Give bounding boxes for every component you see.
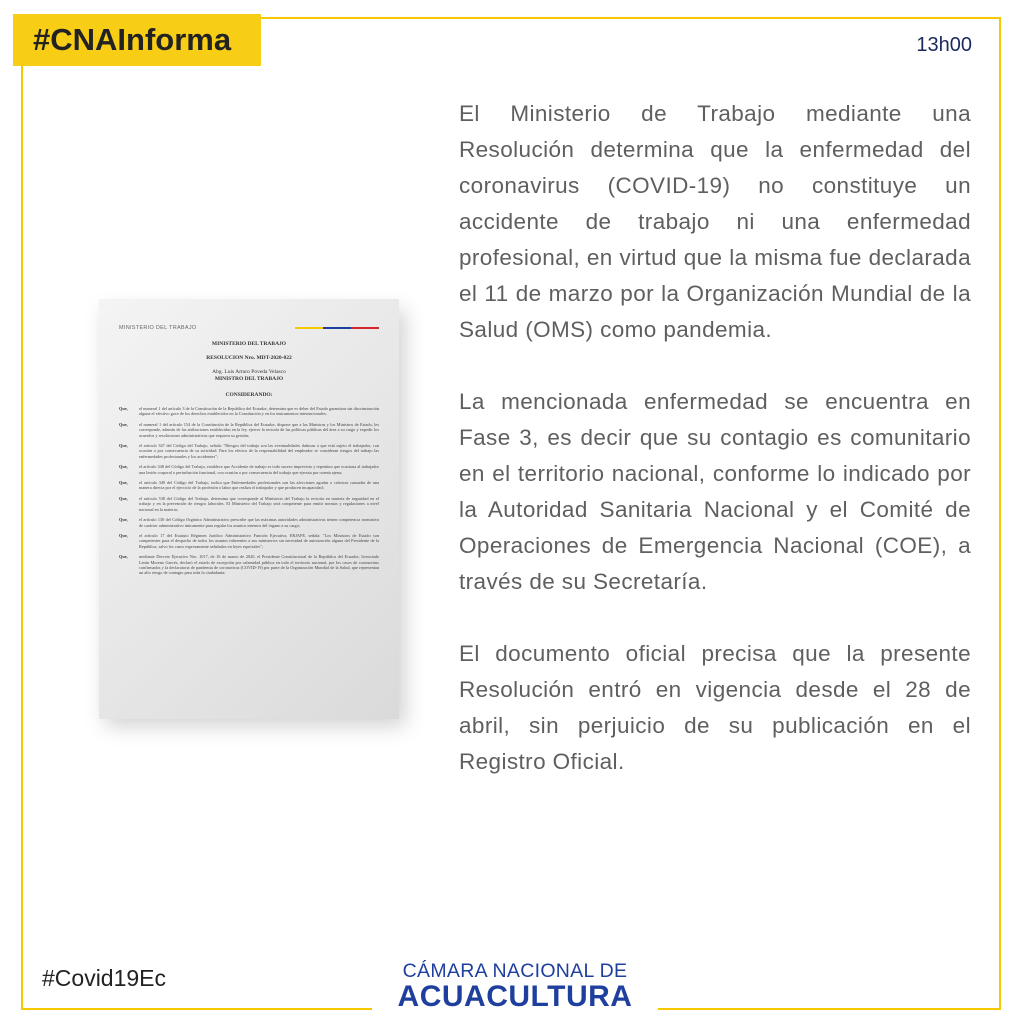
document-resolution-number: RESOLUCION Nro. MDT-2020-022 [206,355,292,361]
document-clause [119,443,379,459]
document-clause-text: el artículo 347 del Código del Trabajo, señala: "Riesgos del trabajo son las eventualidades dañosas a que está sujeto el trabajador, con ocasión o por consecuencia de su actividad. Para los efectos de la responsabilidad del empleador se consideran riesgos del trabajo las enfermedades profesionales y los accidentes"; [139,443,379,459]
resolution-document-image [99,299,399,719]
document-clause [119,406,379,417]
document-clause-text: el artículo 130 del Código Orgánico Administrativo prescribe que las máximas autoridades administrativas tienen competencia normativa de carácter administrativo únicamente para regular los asuntos internos del órgano a su cargo; [139,517,379,528]
hashtag-banner-text: #CNAInforma [33,22,232,57]
article-paragraph: La mencionada enfermedad se encuentra en Fase 3, es decir que su contagio es comunitario en el territorio nacional, conforme lo indicado por la Autoridad Sanitaria Nacional y el Comité de Operaciones de Emergencia Nacional (COE), a través de su Secretaría. [459,389,971,594]
article-paragraph: El documento oficial precisa que la presente Resolución entró en vigencia desde el 28 de abril, sin perjuicio de su publicación en el Registro Oficial. [459,641,971,774]
document-clause-label: Que, [119,532,128,538]
document-clause [119,533,379,549]
time-label: 13h00 [916,34,972,56]
document-clause-label: Que, [119,495,128,501]
document-signer-role: MINISTRO DEL TRABAJO [214,376,284,382]
document-clause-label: Que, [119,443,128,449]
flag-stripe-yellow [295,327,323,329]
document-clause [119,422,379,438]
document-clause-text: el artículo 538 del Código del Trabajo, determina que corresponde al Ministerio del Trabajo la rectoría en materia de seguridad en el trabajo y en la prevención de riesgos laborales. El Ministerio del Trabajo será competente para emitir normas y regulaciones a nivel nacional en la materia; [139,495,379,512]
flag-stripe-red [351,327,379,329]
logo-line-1: CÁMARA NACIONAL DE [402,960,628,982]
document-clause-text: mediante Decreto Ejecutivo Nro. 1017, de 16 de marzo de 2020, el Presidente Constitucional de la República del Ecuador, licenciado Lenín Moreno Garcés, declaró el estado de excepción por calamidad pública en todo el territorio nacional, por los casos de coronavirus confirmados y la declaratoria de pandemia de coronavirus (COVID-19) por parte de la Organización Mundial de la Salud, que representan un alto riesgo de contagio para toda la ciudadanía; [139,554,379,576]
document-title: MINISTERIO DEL TRABAJO [211,341,287,347]
article-body [459,96,971,780]
document-clause [119,554,379,576]
document-flag-stripe [295,327,379,329]
document-ministry-small: MINISTERIO DEL TRABAJO [119,325,197,331]
document-clause-label: Que, [119,421,128,427]
document-signer: Abg. Luis Arturo Poveda Velasco [212,369,286,375]
document-clause [119,517,379,528]
flag-stripe-blue [323,327,351,329]
document-header [119,325,379,331]
document-clause [119,496,379,512]
document-clause-text: el artículo 349 del Código del Trabajo, indica que Enfermedades profesionales son las afecciones agudas o crónicas causadas de una manera directa por el ejercicio de la profesión o labor que realiza el trabajador y que producen incapacidad; [139,480,379,491]
document-clause-label: Que, [119,464,128,470]
document-considerando: CONSIDERANDO: [225,392,273,398]
document-clause-label: Que, [119,554,128,560]
document-clause-text: el numeral 1 del artículo 3 de la Constitución de la República del Ecuador, determina que es deber del Estado garantizar sin discriminación alguna el efectivo goce de los derechos establecidos en la Constitución y en los instrumentos internacionales; [139,406,379,417]
document-clause-text: el numeral 1 del artículo 154 de la Constitución de la República del Ecuador, dispone que a las Ministras y los Ministros de Estado, les corresponde, además de las atribuciones establecidas en la ley, ejercer la rectoría de las políticas públicas del área a su cargo y expedir los acuerdos y resoluciones administrativas que requiera su gestión; [139,421,379,438]
document-clause [119,480,379,491]
document-clause-label: Que, [119,517,128,523]
hashtag-footer: #Covid19Ec [42,965,167,991]
document-clause-text: el artículo 17 del Estatuto Régimen Jurídico Administrativo Función Ejecutiva, ERJAFE, señala: "Los Ministros de Estado son competentes para el despacho de todos los asuntos inherentes a sus ministerios sin necesidad de autorización alguna del Presidente de la República, salvo los casos expresamente señalados en leyes especiales"; [139,532,379,549]
cna-logo [372,960,658,1012]
document-clause-text: el artículo 348 del Código del Trabajo, establece que Accidente de trabajo es todo suceso imprevisto y repentino que ocasiona al trabajador una lesión corporal o perturbación funcional, con ocasión o por consecuencia del trabajo que ejecuta por cuenta ajena; [139,464,379,475]
hashtag-banner [13,14,261,66]
document-clause-label: Que, [119,480,128,486]
article-paragraph: El Ministerio de Trabajo mediante una Resolución determina que la enfermedad del coronavirus (COVID-19) no constituye un accidente de trabajo ni una enfermedad profesional, en virtud que la misma fue declarada el 11 de marzo por la Organización Mundial de la Salud (OMS) como pandemia. [459,101,971,342]
logo-line-2: ACUACULTURA [397,980,633,1013]
document-clause-label: Que, [119,406,128,411]
document-clauses [119,406,379,576]
document-clause [119,464,379,475]
